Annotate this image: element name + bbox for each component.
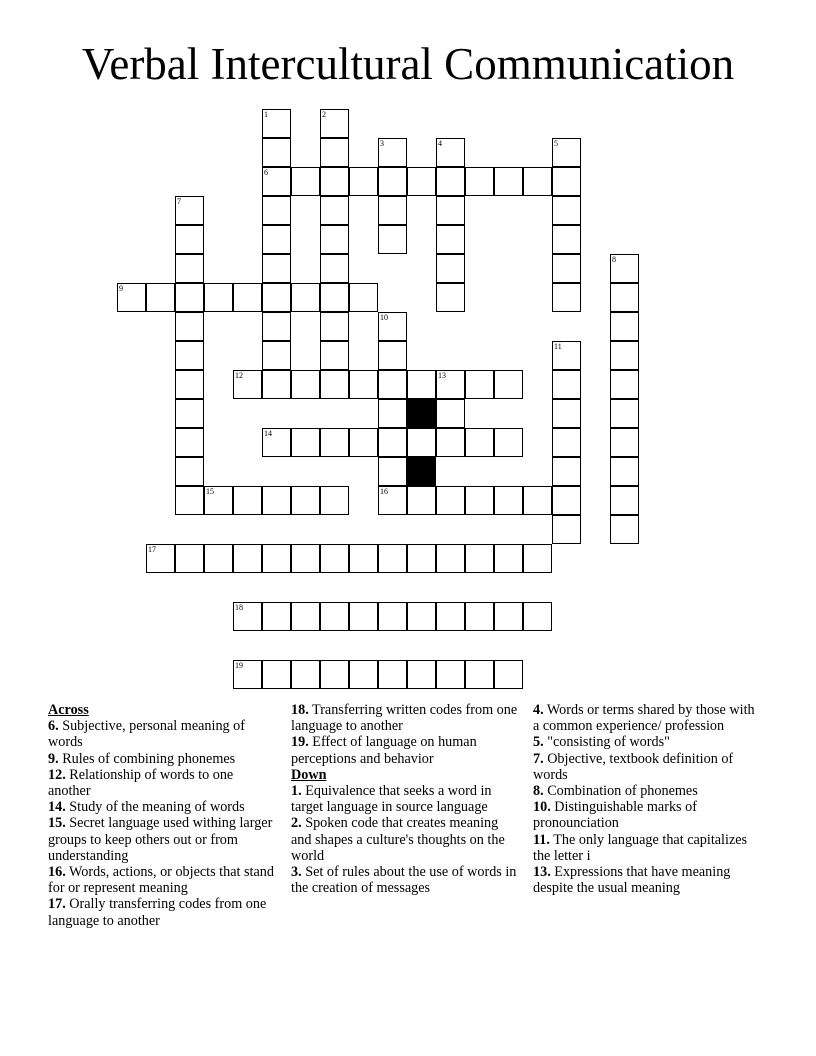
clue-number: 1 <box>264 110 268 119</box>
grid-cell[interactable] <box>175 399 204 428</box>
grid-cell[interactable] <box>610 515 639 544</box>
grid-cell[interactable] <box>320 167 349 196</box>
grid-cell[interactable] <box>320 138 349 167</box>
grid-cell[interactable] <box>349 283 378 312</box>
grid-cell[interactable] <box>378 457 407 486</box>
clue-number: 4 <box>438 139 442 148</box>
down-heading: Down <box>291 766 327 783</box>
grid-cell[interactable] <box>378 138 407 167</box>
grid-cell[interactable] <box>320 225 349 254</box>
grid-cell[interactable] <box>465 428 494 457</box>
grid-cell[interactable] <box>436 370 465 399</box>
grid-cell[interactable] <box>552 399 581 428</box>
grid-cell[interactable] <box>407 370 436 399</box>
clue-across-14: 14. Study of the meaning of words <box>48 799 245 816</box>
clue-down-4: 4. Words or terms shared by those with a common experience/ profession <box>533 702 755 735</box>
clue-across-15: 15. Secret language used withing larger groups to keep others out or from understanding <box>48 815 273 864</box>
grid-cell[interactable] <box>349 167 378 196</box>
grid-cell[interactable] <box>204 486 233 515</box>
grid-cell[interactable] <box>552 196 581 225</box>
clue-down-5: 5. "consisting of words" <box>533 734 670 751</box>
grid-cell[interactable] <box>610 370 639 399</box>
grid-cell[interactable] <box>552 254 581 283</box>
grid-cell[interactable] <box>407 428 436 457</box>
grid-cell[interactable] <box>262 486 291 515</box>
grid-cell[interactable] <box>320 660 349 689</box>
grid-cell[interactable] <box>465 486 494 515</box>
grid-cell[interactable] <box>291 167 320 196</box>
clues-column-2 <box>291 702 521 896</box>
grid-cell[interactable] <box>407 544 436 573</box>
clue-number: 12 <box>235 371 243 380</box>
grid-cell[interactable] <box>320 196 349 225</box>
grid-cell[interactable] <box>262 660 291 689</box>
clue-number: 8 <box>612 255 616 264</box>
crossword-grid <box>117 109 642 692</box>
grid-cell[interactable] <box>552 167 581 196</box>
clue-across-17: 17. Orally transferring codes from one language to another <box>48 896 267 929</box>
grid-cell[interactable] <box>175 544 204 573</box>
grid-cell[interactable] <box>320 254 349 283</box>
grid-cell[interactable] <box>320 602 349 631</box>
grid-cell[interactable] <box>407 660 436 689</box>
grid-cell[interactable] <box>552 225 581 254</box>
grid-cell[interactable] <box>262 254 291 283</box>
clue-number: 5 <box>554 139 558 148</box>
grid-cell[interactable] <box>175 225 204 254</box>
grid-cell[interactable] <box>204 283 233 312</box>
grid-cell[interactable] <box>407 167 436 196</box>
grid-cell[interactable] <box>349 428 378 457</box>
clue-down-11: 11. The only language that capitalizes the letter i <box>533 831 748 864</box>
grid-cell[interactable] <box>262 225 291 254</box>
black-square <box>407 457 436 486</box>
grid-cell[interactable] <box>291 486 320 515</box>
grid-cell[interactable] <box>378 370 407 399</box>
clue-number: 14 <box>264 429 272 438</box>
across-heading: Across <box>48 702 89 718</box>
clue-number: 13 <box>438 371 446 380</box>
clue-across-6: 6. Subjective, personal meaning of words <box>48 718 245 751</box>
grid-cell[interactable] <box>146 283 175 312</box>
grid-cell[interactable] <box>291 428 320 457</box>
grid-cell[interactable] <box>610 341 639 370</box>
clue-number: 7 <box>177 197 181 206</box>
grid-cell[interactable] <box>436 283 465 312</box>
grid-cell[interactable] <box>378 196 407 225</box>
clue-down-7: 7. Objective, textbook definition of words <box>533 750 734 783</box>
grid-cell[interactable] <box>349 544 378 573</box>
grid-cell[interactable] <box>552 486 581 515</box>
grid-cell[interactable] <box>378 428 407 457</box>
grid-cell[interactable] <box>465 167 494 196</box>
grid-cell[interactable] <box>262 602 291 631</box>
grid-cell[interactable] <box>291 544 320 573</box>
grid-cell[interactable] <box>523 486 552 515</box>
clue-across-12: 12. Relationship of words to one another <box>48 766 234 800</box>
grid-cell[interactable] <box>436 428 465 457</box>
grid-cell[interactable] <box>175 196 204 225</box>
clue-number: 9 <box>119 284 123 293</box>
clue-number: 19 <box>235 661 243 670</box>
clue-down-3: 3. Set of rules about the use of words in the creation of messages <box>291 864 517 897</box>
grid-cell[interactable] <box>436 167 465 196</box>
grid-cell[interactable] <box>233 370 262 399</box>
grid-cell[interactable] <box>407 486 436 515</box>
grid-cell[interactable] <box>494 660 523 689</box>
clue-number: 10 <box>380 313 388 322</box>
grid-cell[interactable] <box>349 660 378 689</box>
grid-cell[interactable] <box>320 312 349 341</box>
grid-cell[interactable] <box>436 544 465 573</box>
grid-cell[interactable] <box>378 167 407 196</box>
grid-cell[interactable] <box>175 283 204 312</box>
grid-cell[interactable] <box>233 486 262 515</box>
grid-cell[interactable] <box>175 457 204 486</box>
clue-number: 2 <box>322 110 326 119</box>
grid-cell[interactable] <box>552 457 581 486</box>
grid-cell[interactable] <box>291 602 320 631</box>
grid-cell[interactable] <box>610 312 639 341</box>
grid-cell[interactable] <box>378 602 407 631</box>
grid-cell[interactable] <box>233 283 262 312</box>
grid-cell[interactable] <box>378 660 407 689</box>
clue-number: 6 <box>264 168 268 177</box>
grid-cell[interactable] <box>610 399 639 428</box>
grid-cell[interactable] <box>610 254 639 283</box>
grid-cell[interactable] <box>291 370 320 399</box>
grid-cell[interactable] <box>465 370 494 399</box>
grid-cell[interactable] <box>262 196 291 225</box>
clue-number: 16 <box>380 487 388 496</box>
grid-cell[interactable] <box>262 167 291 196</box>
grid-cell[interactable] <box>320 341 349 370</box>
grid-cell[interactable] <box>494 167 523 196</box>
grid-cell[interactable] <box>378 341 407 370</box>
grid-cell[interactable] <box>436 196 465 225</box>
grid-cell[interactable] <box>436 225 465 254</box>
grid-cell[interactable] <box>610 486 639 515</box>
grid-cell[interactable] <box>494 370 523 399</box>
grid-cell[interactable] <box>552 370 581 399</box>
clue-down-10: 10. Distinguishable marks of pronounciation <box>533 799 697 832</box>
grid-cell[interactable] <box>436 138 465 167</box>
grid-cell[interactable] <box>494 428 523 457</box>
clue-number: 18 <box>235 603 243 612</box>
grid-cell[interactable] <box>436 254 465 283</box>
grid-cell[interactable] <box>320 109 349 138</box>
grid-cell[interactable] <box>262 341 291 370</box>
clue-down-1: 1. Equivalence that seeks a word in target language in source language <box>291 783 492 816</box>
grid-cell[interactable] <box>523 544 552 573</box>
grid-cell[interactable] <box>146 544 175 573</box>
grid-cell[interactable] <box>349 370 378 399</box>
clue-number: 11 <box>554 342 562 351</box>
clues-column-3 <box>533 702 763 896</box>
grid-cell[interactable] <box>378 399 407 428</box>
grid-cell[interactable] <box>320 544 349 573</box>
grid-cell[interactable] <box>262 428 291 457</box>
grid-cell[interactable] <box>233 602 262 631</box>
grid-cell[interactable] <box>262 283 291 312</box>
grid-cell[interactable] <box>494 486 523 515</box>
grid-cell[interactable] <box>378 544 407 573</box>
grid-cell[interactable] <box>610 428 639 457</box>
grid-cell[interactable] <box>175 370 204 399</box>
clue-number: 3 <box>380 139 384 148</box>
grid-cell[interactable] <box>378 312 407 341</box>
grid-cell[interactable] <box>378 225 407 254</box>
grid-cell[interactable] <box>552 341 581 370</box>
grid-cell[interactable] <box>233 660 262 689</box>
clue-across-19: 19. Effect of language on human perceptions and behavior <box>291 734 477 767</box>
grid-cell[interactable] <box>175 312 204 341</box>
grid-cell[interactable] <box>552 283 581 312</box>
grid-cell[interactable] <box>233 544 262 573</box>
grid-cell[interactable] <box>175 341 204 370</box>
grid-cell[interactable] <box>436 486 465 515</box>
clues-column-1 <box>48 702 278 929</box>
grid-cell[interactable] <box>320 428 349 457</box>
grid-cell[interactable] <box>465 544 494 573</box>
grid-cell[interactable] <box>523 602 552 631</box>
grid-cell[interactable] <box>262 312 291 341</box>
grid-cell[interactable] <box>552 515 581 544</box>
clue-number: 15 <box>206 487 214 496</box>
grid-cell[interactable] <box>436 660 465 689</box>
grid-cell[interactable] <box>320 486 349 515</box>
clue-down-8: 8. Combination of phonemes <box>533 783 698 800</box>
clue-number: 17 <box>148 545 156 554</box>
grid-cell[interactable] <box>436 602 465 631</box>
grid-cell[interactable] <box>494 602 523 631</box>
grid-cell[interactable] <box>117 283 146 312</box>
grid-cell[interactable] <box>610 457 639 486</box>
grid-cell[interactable] <box>436 399 465 428</box>
grid-cell[interactable] <box>262 109 291 138</box>
clue-down-2: 2. Spoken code that creates meaning and shapes a culture's thoughts on the world <box>291 815 505 864</box>
clue-across-16: 16. Words, actions, or objects that stand for or represent meaning <box>48 864 274 897</box>
grid-cell[interactable] <box>523 167 552 196</box>
grid-cell[interactable] <box>262 370 291 399</box>
black-square <box>407 399 436 428</box>
grid-cell[interactable] <box>349 602 378 631</box>
grid-cell[interactable] <box>378 486 407 515</box>
grid-cell[interactable] <box>291 283 320 312</box>
grid-cell[interactable] <box>320 283 349 312</box>
grid-cell[interactable] <box>494 544 523 573</box>
page-title: Verbal Intercultural Communication <box>81 39 735 89</box>
grid-cell[interactable] <box>552 138 581 167</box>
clue-down-13: 13. Expressions that have meaning despite the usual meaning <box>533 864 731 897</box>
grid-cell[interactable] <box>465 602 494 631</box>
grid-cell[interactable] <box>175 254 204 283</box>
grid-cell[interactable] <box>175 428 204 457</box>
grid-cell[interactable] <box>175 486 204 515</box>
grid-cell[interactable] <box>610 283 639 312</box>
clue-across-18: 18. Transferring written codes from one language to another <box>291 702 518 735</box>
grid-cell[interactable] <box>262 544 291 573</box>
grid-cell[interactable] <box>204 544 233 573</box>
clue-across-9: 9. Rules of combining phonemes <box>48 750 236 767</box>
grid-cell[interactable] <box>320 370 349 399</box>
grid-cell[interactable] <box>262 138 291 167</box>
grid-cell[interactable] <box>291 660 320 689</box>
grid-cell[interactable] <box>407 602 436 631</box>
grid-cell[interactable] <box>552 428 581 457</box>
grid-cell[interactable] <box>465 660 494 689</box>
